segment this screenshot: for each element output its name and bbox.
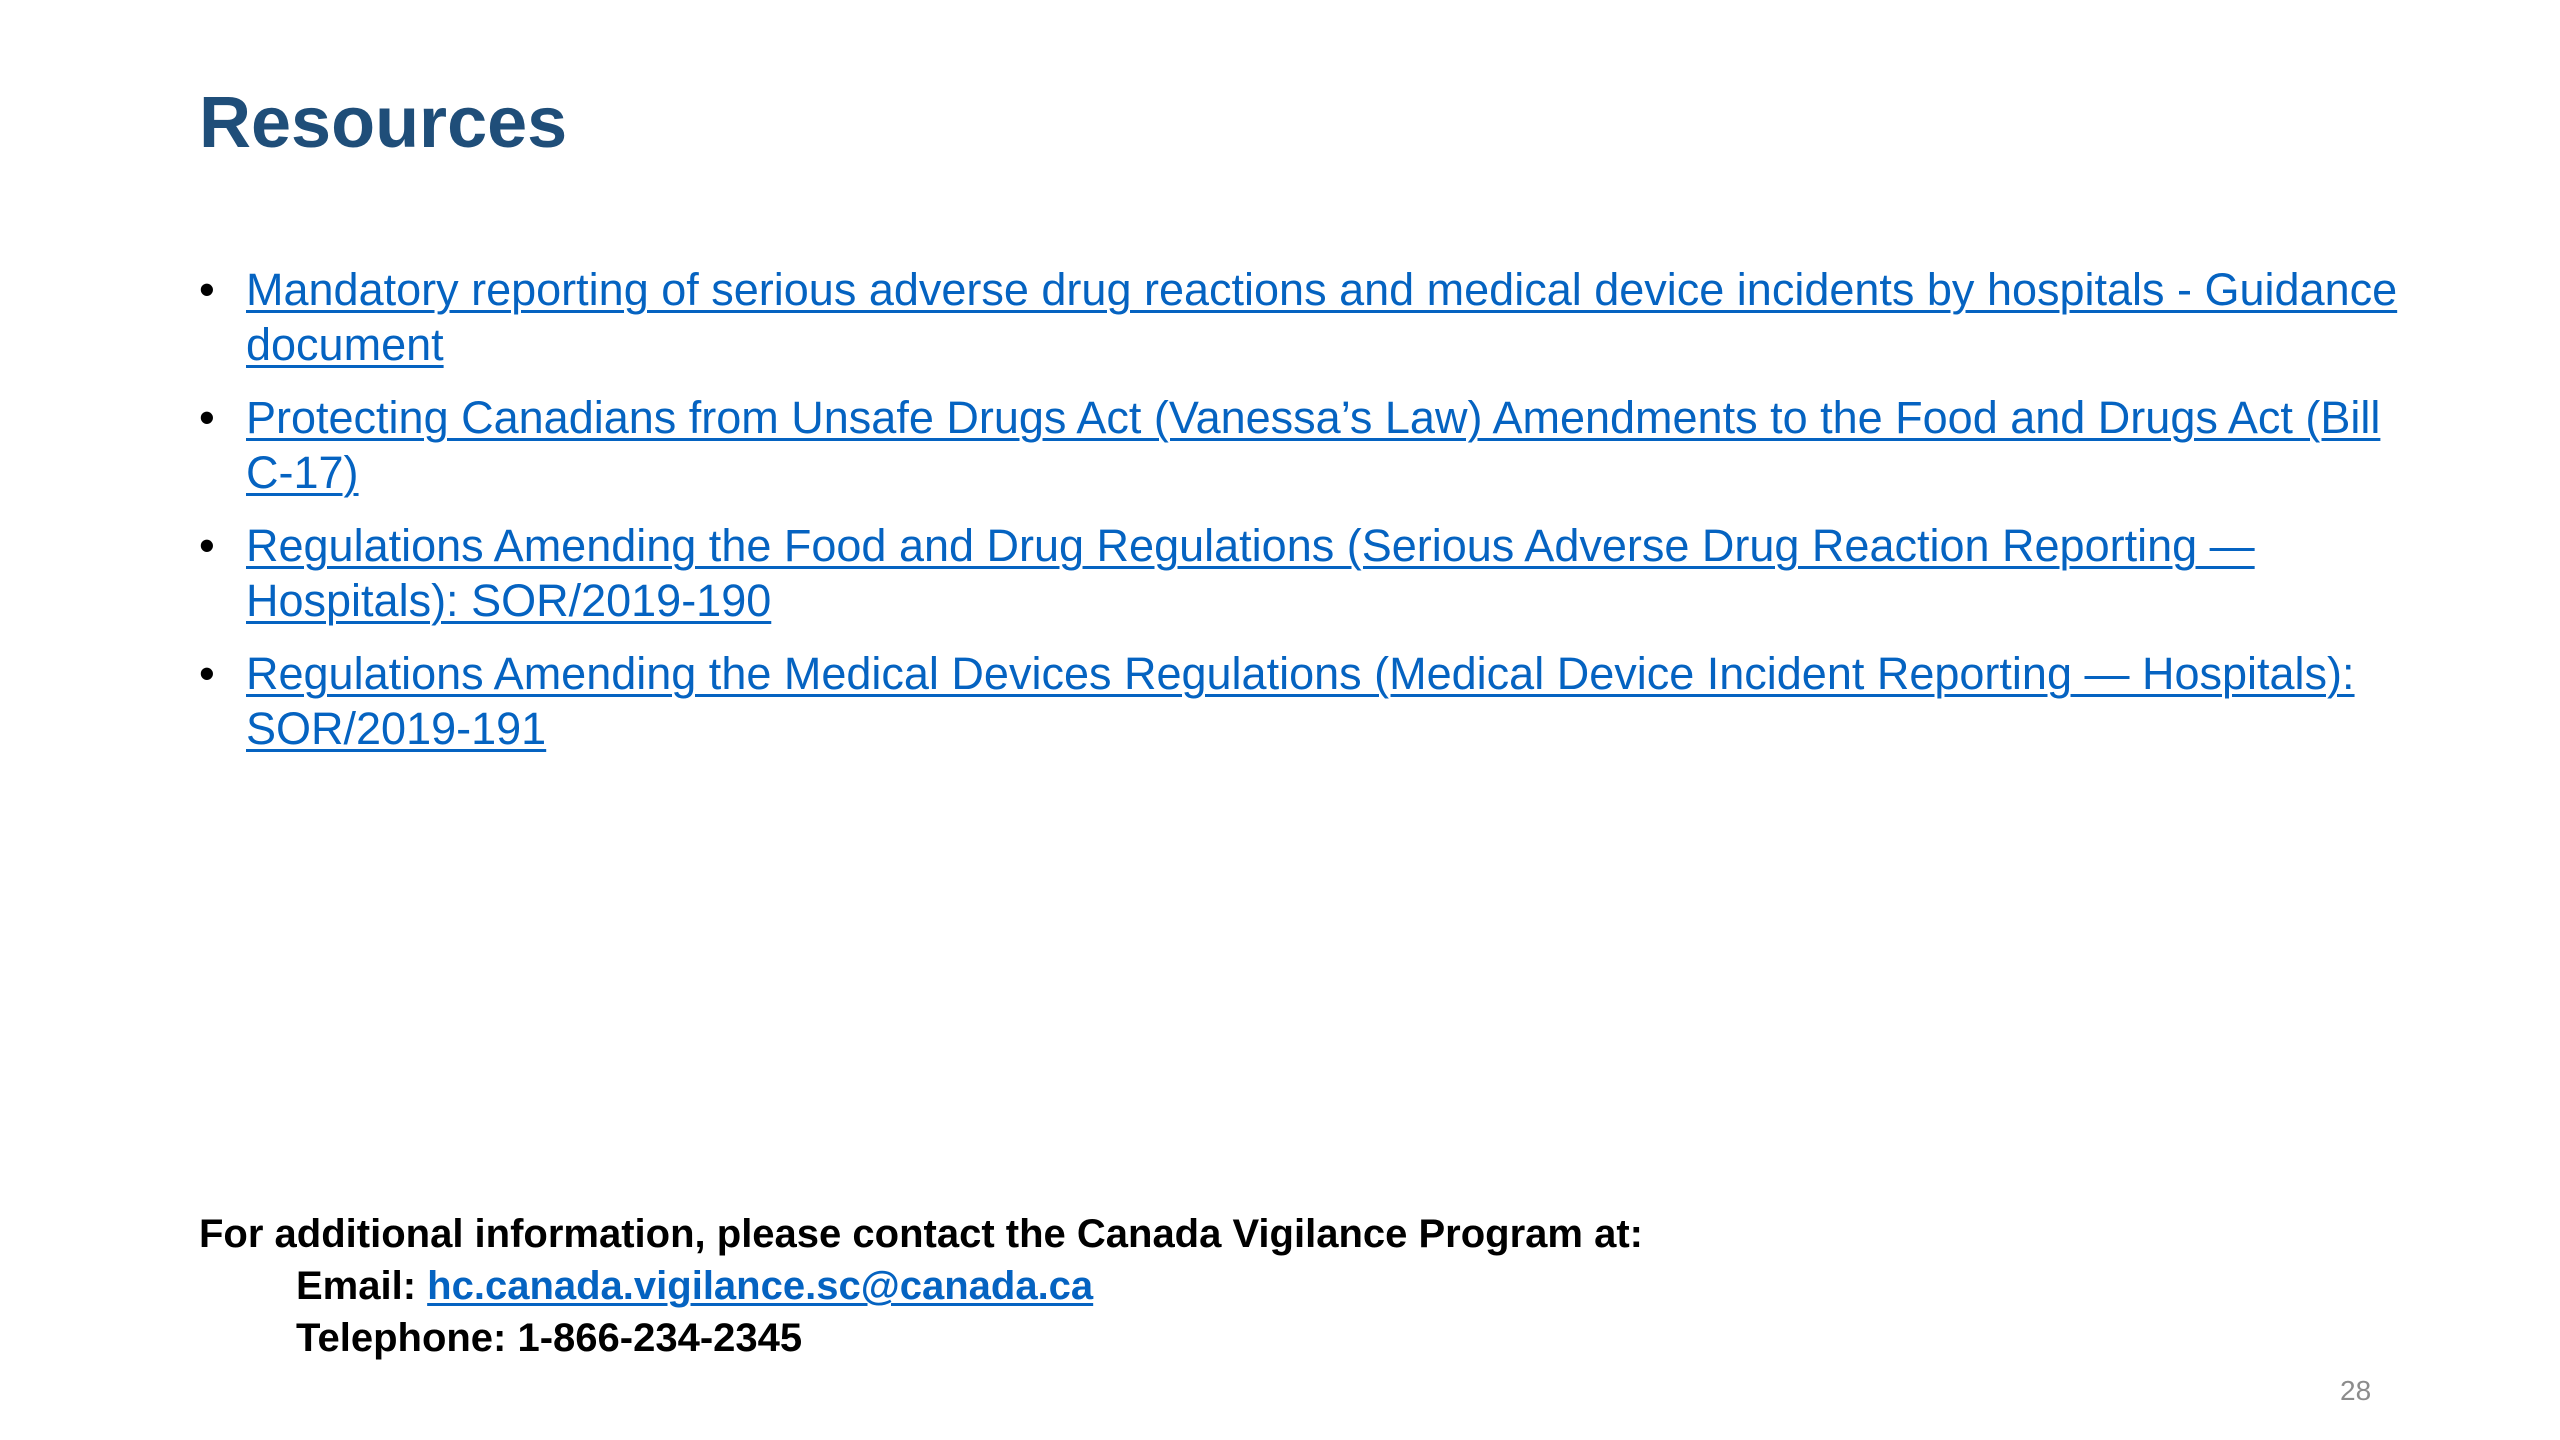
resource-link-sor-2019-190[interactable]: Regulations Amending the Food and Drug Regulations (Serious Adverse Drug Reaction Reporting — Hospitals): SOR/2019-190 xyxy=(246,520,2255,626)
resource-list xyxy=(199,262,2419,774)
phone-value: 1-866-234-2345 xyxy=(517,1316,803,1360)
resource-item-vanessas-law xyxy=(199,390,2419,500)
email-label: Email: xyxy=(296,1264,428,1308)
bullet-icon: • xyxy=(199,520,215,571)
bullet-icon: • xyxy=(199,392,215,443)
resource-link-sor-2019-191[interactable]: Regulations Amending the Medical Devices Regulations (Medical Device Incident Reporting — Hospitals): SOR/2019-191 xyxy=(246,648,2355,754)
resource-item-sor-2019-191 xyxy=(199,646,2419,756)
contact-phone-line xyxy=(199,1312,1643,1364)
resource-link-guidance-document[interactable]: Mandatory reporting of serious adverse drug reactions and medical device incidents by hospitals - Guidance document xyxy=(246,264,2398,370)
email-link[interactable]: hc.canada.vigilance.sc@canada.ca xyxy=(427,1264,1094,1308)
page-number: 28 xyxy=(2340,1375,2372,1406)
contact-email-line xyxy=(199,1260,1643,1312)
resource-item-guidance xyxy=(199,262,2419,372)
phone-label: Telephone: xyxy=(296,1316,518,1360)
bullet-icon: • xyxy=(199,264,215,315)
contact-intro: For additional information, please contact the Canada Vigilance Program at: xyxy=(199,1212,1643,1256)
resource-item-sor-2019-190 xyxy=(199,518,2419,628)
bullet-icon: • xyxy=(199,648,215,699)
resource-link-vanessas-law[interactable]: Protecting Canadians from Unsafe Drugs Act (Vanessa’s Law) Amendments to the Food and Drugs Act (Bill C-17) xyxy=(246,392,2381,498)
contact-block xyxy=(199,1208,1643,1364)
slide-title: Resources xyxy=(199,83,568,163)
